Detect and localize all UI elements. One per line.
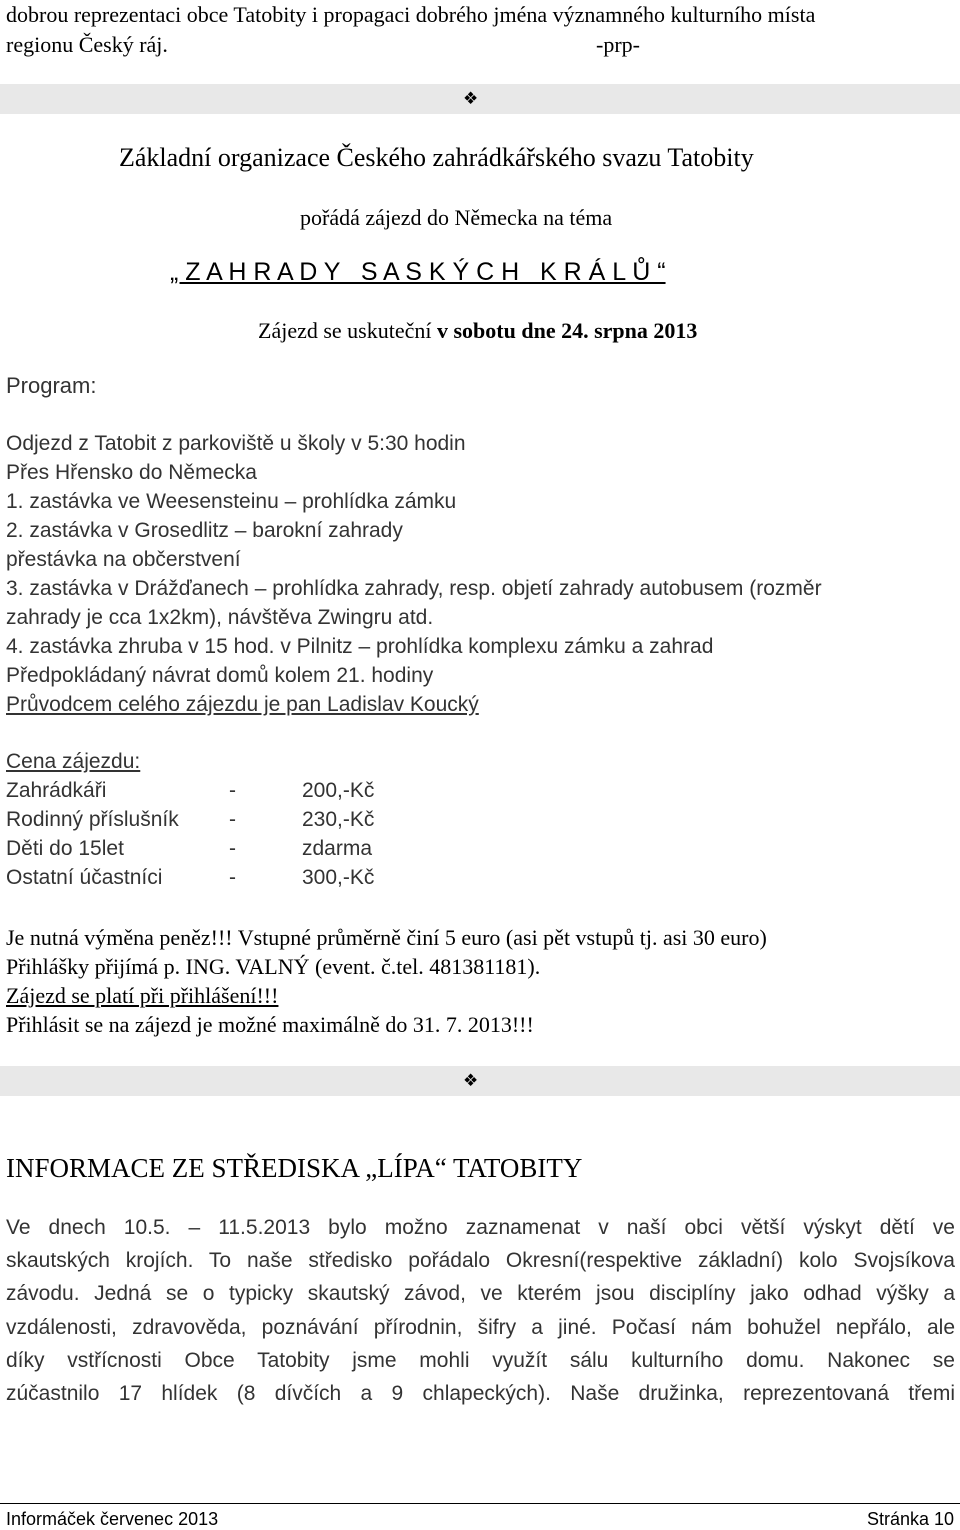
program-line: 1. zastávka ve Weesensteinu – prohlídka zámku [6,490,457,513]
price-dash: - [229,808,236,831]
organization-title: Základní organizace Českého zahrádkářského svazu Tatobity [119,143,754,172]
price-value: zdarma [302,837,373,860]
info-paragraph-line: závodu. Jedná se o typicky skautský závod, ve kterém jsou disciplíny jako odhad výšky a [6,1282,955,1305]
event-theme: „ Z A H R A D Y S A S K Ý C H K R Á L Ů “ [170,258,666,286]
price-name: Ostatní účastníci [6,866,163,889]
diamond-ornament-icon: ❖ [463,1071,479,1090]
intro-line-2: regionu Český ráj. [6,32,168,57]
separator-band-bottom [0,1066,960,1096]
event-date [258,317,697,344]
program-line: zahrady je cca 1x2km), návštěva Zwingru atd. [6,606,434,629]
program-label: Program: [6,373,97,398]
price-name: Zahrádkáři [6,779,107,802]
info-paragraph-line: skautských krojích. To naše středisko pořádalo Okresní(respektive základní) kolo Svojsíkova [6,1249,955,1272]
info-heading: INFORMACE ZE STŘEDISKA „LÍPA“ TATOBITY [6,1153,583,1183]
price-name: Děti do 15let [6,837,124,860]
footer-rule [0,1503,960,1504]
info-paragraph-line: díky vstřícnosti Obce Tatobity jsme mohli využít sálu kulturního domu. Nakonec se [6,1349,955,1372]
info-paragraph-line: Ve dnech 10.5. – 11.5.2013 bylo možno zaznamenat v naší obci větší výskyt dětí ve [6,1216,955,1239]
info-paragraph-line: vzdálenosti, zdravověda, poznávání přírodnin, šifry a jiné. Počasí nám bohužel nepřálo, ale [6,1316,955,1339]
diamond-ornament-icon: ❖ [463,89,479,108]
event-subtitle: pořádá zájezd do Německa na téma [300,205,613,230]
price-label: Cena zájezdu: [6,750,141,773]
price-dash: - [229,837,236,860]
program-line: Přes Hřensko do Německa [6,461,257,484]
footer-page-number: Stránka 10 [866,1509,954,1529]
event-date-prefix: Zájezd se uskuteční [258,318,437,343]
signature: -prp- [596,32,640,57]
program-line: 4. zastávka zhruba v 15 hod. v Pilnitz – prohlídka komplexu zámku a zahrad [6,635,714,658]
price-value: 200,-Kč [302,779,375,802]
program-line: Předpokládaný návrat domů kolem 21. hodiny [6,664,434,687]
separator-band-top [0,84,960,114]
footer-left: Informáček červenec 2013 [6,1509,219,1529]
intro-line-1: dobrou reprezentaci obce Tatobity i propagaci dobrého jména významného kulturního místa [6,2,816,27]
price-name: Rodinný příslušník [6,808,179,831]
program-line: přestávka na občerstvení [6,548,241,571]
info-paragraph-line: zúčastnilo 17 hlídek (8 dívčích a 9 chlapeckých). Naše družinka, reprezentovaná třemi [6,1382,955,1405]
price-dash: - [229,866,236,889]
note-exchange: Je nutná výměna peněz!!! Vstupné průměrně činí 5 euro (asi pět vstupů tj. asi 30 euro) [6,925,767,950]
note-applications: Přihlášky přijímá p. ING. VALNÝ (event. č.tel. 481381181). [6,954,541,979]
program-line: Odjezd z Tatobit z parkoviště u školy v 5:30 hodin [6,432,466,455]
price-value: 300,-Kč [302,866,375,889]
event-date-bold: v sobotu dne 24. srpna 2013 [437,318,698,343]
program-line: 2. zastávka v Grosedlitz – barokní zahrady [6,519,403,542]
note-deadline: Přihlásit se na zájezd je možné maximálně do 31. 7. 2013!!! [6,1012,534,1037]
price-value: 230,-Kč [302,808,375,831]
price-dash: - [229,779,236,802]
note-payment: Zájezd se platí při přihlášení!!! [6,983,279,1008]
guide-line: Průvodcem celého zájezdu je pan Ladislav Koucký [6,693,479,716]
program-line: 3. zastávka v Drážďanech – prohlídka zahrady, resp. objetí zahrady autobusem (rozměr [6,577,822,600]
